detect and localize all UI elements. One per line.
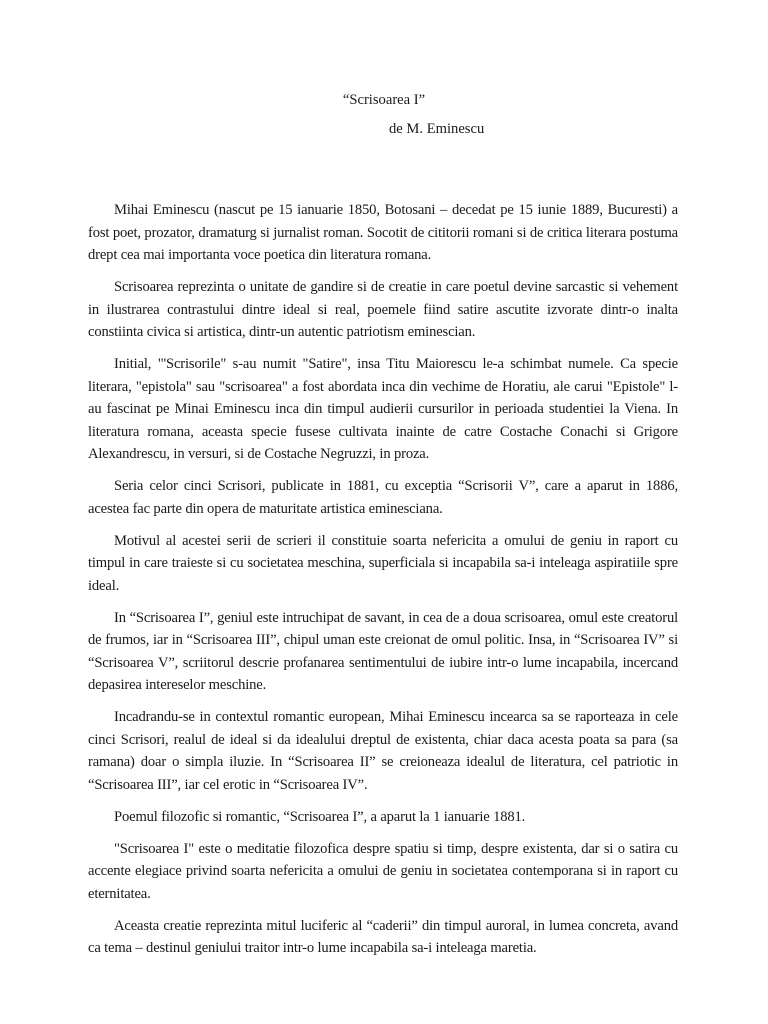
paragraph-8: Poemul filozofic si romantic, “Scrisoarea I”, a aparut la 1 ianuarie 1881. bbox=[114, 808, 526, 825]
paragraph-3: Initial, "'Scrisorile" s-au numit "Satire", insa Titu Maiorescu le-a schimbat numele. Ca specie literara, "epistola" sau "scrisoarea" a fost abordata inca din vechime de Horatiu, ale carui "Epistole" l-au fascinat pe Minai Eminescu inca din timpul audierii cursurilor in perioada studentiei la Viena. In literatura romana, aceasta specie fusese cultivata inainte de catre Costache Conachi si Grigore Alexandrescu, in versuri, si de Costache Negruzzi, in proza. bbox=[88, 356, 678, 462]
paragraph-9: "Scrisoarea I" este o meditatie filozofica despre spatiu si timp, despre existenta, dar si o satira cu accente elegiace privind soarta nefericita a omului de geniu in societatea contemporana si in raport cu eternitatea. bbox=[88, 840, 678, 902]
paragraph-1: Mihai Eminescu (nascut pe 15 ianuarie 1850, Botosani – decedat pe 15 iunie 1889, Bucuresti) a fost poet, prozator, dramaturg si jurnalist roman. Socotit de cititorii romani si de critica literara postuma drept cea mai importanta voce poetica din literatura romana. bbox=[88, 202, 678, 263]
document-body bbox=[88, 199, 678, 969]
document-title: “Scrisoarea I” bbox=[342, 92, 426, 108]
paragraph-5: Motivul al acestei serii de scrieri il constituie soarta nefericita a omului de geniu in raport cu timpul in care traieste si cu societatea meschina, superficiala si incapabila sa-i inteleaga aspiratiile spre ideal. bbox=[88, 532, 678, 594]
paragraph-4: Seria celor cinci Scrisori, publicate in 1881, cu exceptia “Scrisorii V”, care a aparut in 1886, acestea fac parte din opera de maturitate artistica eminesciana. bbox=[88, 478, 678, 517]
document-author: de M. Eminescu bbox=[389, 121, 485, 137]
paragraph-10: Aceasta creatie reprezinta mitul luciferic al “caderii” din timpul auroral, in lumea concreta, avand ca tema – destinul geniului traitor intr-o lume incapabila sa-i inteleaga maretia. bbox=[88, 917, 678, 956]
paragraph-2: Scrisoarea reprezinta o unitate de gandire si de creatie in care poetul devine sarcastic si vehement in ilustrarea contrastului dintre ideal si real, poemele fiind satire ascutite izvorate dintr-o inalta constiinta civica si artistica, dintr-un autentic patriotism eminescian. bbox=[88, 279, 678, 340]
paragraph-6: In “Scrisoarea I”, geniul este intruchipat de savant, in cea de a doua scrisoarea, omul este creatorul de frumos, iar in “Scrisoarea III”, chipul uman este creionat de omul politic. Insa, in “Scrisoarea IV” si “Scrisoarea V”, scriitorul descrie profanarea sentimentului de iubire intr-o lume incapabila, incercand depasirea intereselor meschine. bbox=[88, 609, 678, 693]
paragraph-7: Incadrandu-se in contextul romantic european, Mihai Eminescu incearca sa se raporteaza in cele cinci Scrisori, realul de ideal si da idealului dreptul de existenta, chiar daca acesta poata sa para (sa ramana) doar o simpla iluzie. In “Scrisoarea II” se creioneaza idealul de literatura, cel patriotic in “Scrisoarea III”, iar cel erotic in “Scrisoarea IV”. bbox=[88, 709, 678, 793]
